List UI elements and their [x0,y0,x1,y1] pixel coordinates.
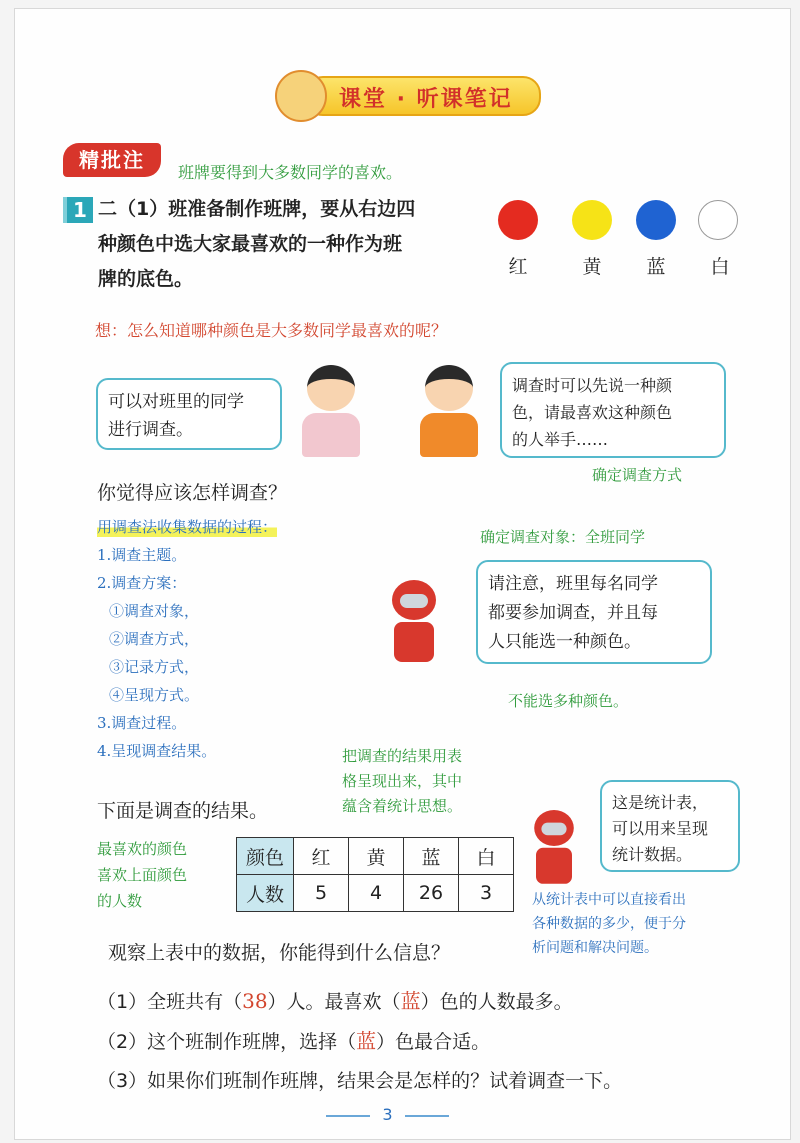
answer-text: （1）全班共有（ [97,991,243,1013]
robot-note-top: 确定调查对象：全班同学 [480,528,646,546]
annotation-tag: 精批注 [63,143,161,177]
bubble-line: 这是统计表， [612,793,709,812]
table-cell: 白 [459,838,514,875]
notes-item: 2.调查方案： [97,574,187,592]
white-color-swatch [698,200,738,240]
bubble-line: 请注意，班里每名同学 [488,574,658,594]
table-cell: 黄 [349,838,404,875]
answer-line-3: （3）如果你们班制作班牌，结果会是怎样的？试着调查一下。 [97,1070,623,1092]
result-intro: 下面是调查的结果。 [97,800,269,822]
table-row [237,838,514,875]
answer-blank: 蓝 [400,989,421,1013]
thought-note: 想：怎么知道哪种颜色是大多数同学最喜欢的呢？ [95,321,448,340]
header-banner [275,70,540,118]
robot-speech-bubble [476,560,712,664]
note-line: 析问题和解决问题。 [532,940,658,956]
page-number: 3 [382,1105,393,1124]
table-row [237,875,514,912]
problem-line: 牌的底色。 [98,268,194,290]
table-cell: 红 [294,838,349,875]
tag-note: 班牌要得到大多数同学的喜欢。 [178,163,403,182]
left-note [97,836,187,914]
question-how: 你觉得应该怎样调查？ [97,482,288,504]
answer-line-1 [97,985,573,1014]
teacher-avatar-icon [275,70,327,122]
page-footer [0,1105,775,1124]
note-line: 格呈现出来，其中 [342,772,463,790]
notes-heading: 用调查法收集数据的过程： [97,518,278,536]
bubble-line: 人只能选一种颜色。 [488,632,641,652]
bubble-line: 色，请最喜欢这种颜色 [512,403,673,422]
robot-note-bottom: 不能选多种颜色。 [508,692,629,710]
notes-item: ④呈现方式。 [109,686,200,704]
robot-illustration [384,574,444,666]
girl-speech-bubble [96,378,282,450]
notes-item: ③记录方式， [109,658,200,676]
note-line: 最喜欢的颜色 [97,840,188,858]
table-cell: 3 [459,875,514,912]
note-line: 把调查的结果用表 [342,747,463,765]
robot-illustration [527,805,581,888]
color-label: 白 [710,256,730,278]
bubble-line: 可以用来呈现 [612,819,709,838]
notes-item: 3.调查过程。 [97,714,187,732]
bubble-line: 都要参加调查，并且每 [488,603,658,623]
yellow-color-swatch [572,200,612,240]
header-title: 课堂 · 听课笔记 [339,87,513,112]
problem-text [98,192,478,297]
note-line: 的人数 [97,892,143,910]
observe-prompt: 观察上表中的数据，你能得到什么信息？ [108,942,451,964]
answer-blank: 蓝 [356,1029,377,1053]
notes-item: 1.调查主题。 [97,546,187,564]
note-line: 蕴含着统计思想。 [342,797,463,815]
bubble-line: 进行调查。 [108,420,193,440]
bubble-line: 调查时可以先说一种颜 [512,376,673,395]
answer-text: ）色的人数最多。 [420,991,573,1013]
table-row-header: 人数 [237,875,294,912]
table-cell: 蓝 [404,838,459,875]
note-line: 各种数据的多少，便于分 [532,916,686,932]
answer-blank: 38 [242,989,268,1013]
note-line: 从统计表中可以直接看出 [532,892,686,908]
notes-item: 4.呈现调查结果。 [97,742,217,760]
answer-line-2 [97,1025,490,1054]
answer-text: ）色最合适。 [376,1031,491,1053]
color-label: 黄 [582,256,602,278]
problem-line: 种颜色中选大家最喜欢的一种作为班 [98,233,403,255]
right-note [532,888,686,960]
bubble-line: 的人举手…… [512,430,609,449]
note-line: 喜欢上面颜色 [97,866,188,884]
blue-color-swatch [636,200,676,240]
problem-line: 二（1）班准备制作班牌，要从右边四 [98,198,416,220]
table-row-header: 颜色 [237,838,294,875]
boy-speech-bubble [500,362,726,458]
table-cell: 5 [294,875,349,912]
bubble-line: 统计数据。 [612,845,693,864]
table-cell: 4 [349,875,404,912]
boy-note: 确定调查方式 [592,466,683,484]
robot-speech-bubble [600,780,740,872]
table-cell: 26 [404,875,459,912]
statistics-table [236,837,514,912]
answer-text: （2）这个班制作班牌，选择（ [97,1031,357,1053]
boy-illustration [418,365,480,457]
table-note [342,744,462,819]
answer-text: ）人。最喜欢（ [267,991,401,1013]
notes-item: ①调查对象， [109,602,200,620]
red-color-swatch [498,200,538,240]
color-label: 蓝 [646,256,666,278]
question-number: 1 [63,197,93,223]
notes-item: ②调查方式， [109,630,200,648]
bubble-line: 可以对班里的同学 [108,392,244,412]
color-label: 红 [508,256,528,278]
girl-illustration [300,365,362,457]
